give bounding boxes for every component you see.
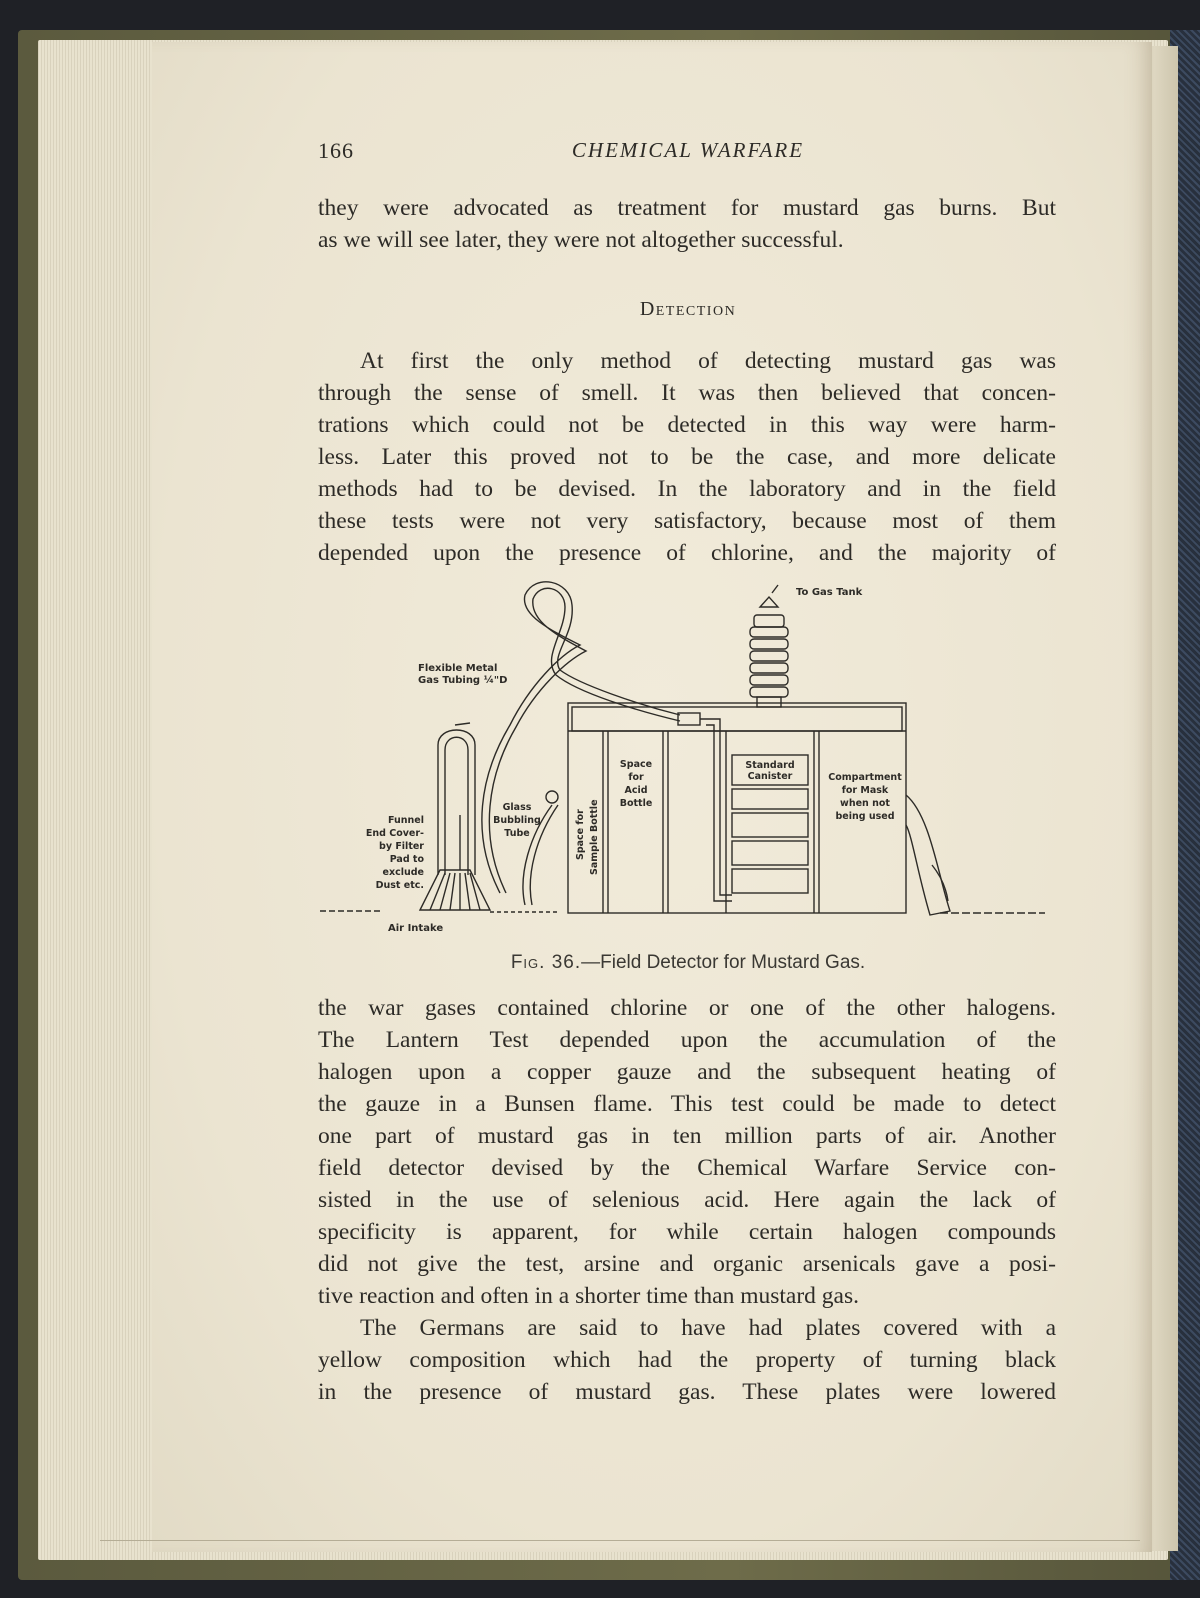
running-title: CHEMICAL WARFARE xyxy=(571,138,805,162)
label-tubing-2: Gas Tubing ¼"D xyxy=(418,675,508,686)
label-to-gas-tank: To Gas Tank xyxy=(796,587,863,598)
field-detector-figure xyxy=(320,575,1060,945)
label-acid-1: Space xyxy=(619,759,653,770)
label-compartment-3: when not xyxy=(840,798,890,809)
paragraph-1 xyxy=(318,192,1056,256)
figure-caption xyxy=(318,952,1058,974)
label-funnel-6: Dust etc. xyxy=(375,880,424,891)
label-glass-3: Tube xyxy=(504,828,530,839)
text-line: sisted in the use of selenious acid. Here again the lack of xyxy=(318,1187,1056,1213)
page-bottom-edge xyxy=(100,1540,1140,1541)
running-header xyxy=(318,138,1058,168)
text-line: The Germans are said to have had plates covered with a xyxy=(360,1315,1056,1341)
label-funnel-4: Pad to xyxy=(389,854,424,865)
label-acid-2: for xyxy=(628,772,644,783)
text-line: At first the only method of detecting mustard gas was xyxy=(360,348,1056,374)
label-sample-1: Space for xyxy=(575,809,586,860)
page-number: 166 xyxy=(318,138,354,163)
label-tubing-1: Flexible Metal xyxy=(418,663,498,674)
label-funnel-1: Funnel xyxy=(387,815,424,826)
paragraph-4 xyxy=(318,1312,1056,1408)
text-line: these tests were not very satisfactory, because most of them xyxy=(318,508,1056,534)
text-line: The Lantern Test depended upon the accumulation of the xyxy=(318,1027,1056,1053)
text-line: yellow composition which had the property of turning black xyxy=(318,1347,1056,1373)
label-compartment-4: being used xyxy=(835,811,895,822)
text-line: halogen upon a copper gauze and the subsequent heating of xyxy=(318,1059,1056,1085)
text-line: tive reaction and often in a shorter time than mustard gas. xyxy=(318,1283,859,1309)
detector-diagram xyxy=(320,575,1060,945)
label-funnel-3: by Filter xyxy=(379,841,424,852)
label-glass-1: Glass xyxy=(502,802,532,813)
text-line: less. Later this proved not to be the case, and more delicate xyxy=(318,444,1056,470)
text-line: as we will see later, they were not altogether successful. xyxy=(318,227,844,253)
label-standard-2: Canister xyxy=(747,771,793,782)
section-heading: Detection xyxy=(639,298,737,320)
text-line: through the sense of smell. It was then believed that concen- xyxy=(318,380,1056,406)
text-line: the war gases contained chlorine or one of the other halogens. xyxy=(318,995,1056,1021)
label-funnel-2: End Cover- xyxy=(365,828,424,839)
paragraph-2 xyxy=(318,345,1056,569)
text-line: depended upon the presence of chlorine, and the majority of xyxy=(318,540,1056,566)
label-acid-3: Acid xyxy=(624,785,648,796)
text-line: methods had to be devised. In the laboratory and in the field xyxy=(318,476,1056,502)
caption-text: —Field Detector for Mustard Gas. xyxy=(581,952,866,973)
label-air-intake: Air Intake xyxy=(388,923,444,934)
text-line: did not give the test, arsine and organic arsenicals gave a posi- xyxy=(318,1251,1056,1277)
label-acid-4: Bottle xyxy=(619,798,653,809)
label-compartment-2: for Mask xyxy=(841,785,889,796)
label-compartment-1: Compartment xyxy=(828,772,902,783)
text-line: they were advocated as treatment for mustard gas burns. But xyxy=(318,195,1056,221)
text-line: one part of mustard gas in ten million parts of air. Another xyxy=(318,1123,1056,1149)
text-line: in the presence of mustard gas. These plates were lowered xyxy=(318,1379,1056,1405)
caption-prefix: Fig. 36. xyxy=(510,952,582,973)
text-line: trations which could not be detected in this way were harm- xyxy=(318,412,1056,438)
paragraph-3 xyxy=(318,992,1056,1312)
text-line: specificity is apparent, for while certain halogen compounds xyxy=(318,1219,1056,1245)
text-line: the gauze in a Bunsen flame. This test could be made to detect xyxy=(318,1091,1056,1117)
text-line: field detector devised by the Chemical Warfare Service con- xyxy=(318,1155,1056,1181)
label-standard-1: Standard xyxy=(745,760,795,771)
label-glass-2: Bubbling xyxy=(493,815,541,826)
label-sample-2: Sample Bottle xyxy=(589,799,600,875)
label-funnel-5: exclude xyxy=(382,867,424,878)
